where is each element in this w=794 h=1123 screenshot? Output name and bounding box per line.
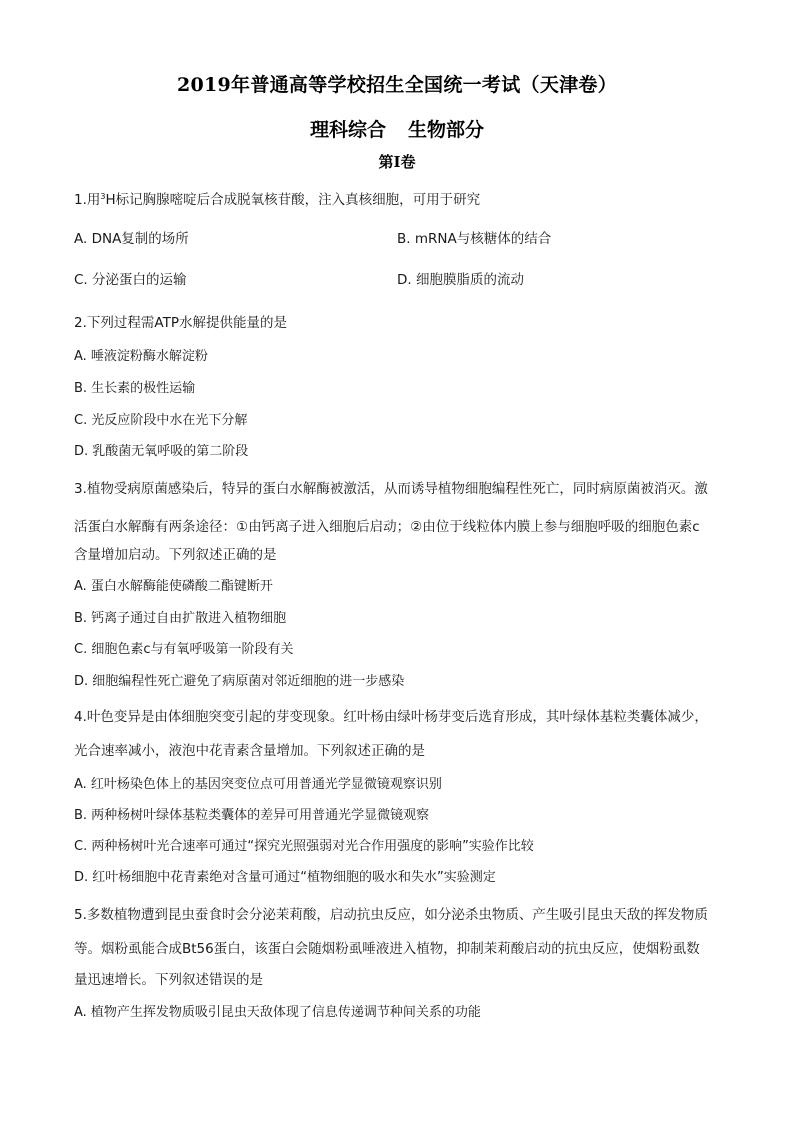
q2-option-b: B. 生长素的极性运输 [74,381,196,396]
q5-stem-line-1: 5.多数植物遭到昆虫蚕食时会分泌茉莉酸，启动抗虫反应，如分泌杀虫物质、产生吸引昆虫天敌的挥发物质 [74,907,708,923]
q2-option-a: A. 唾液淀粉酶水解淀粉 [74,349,208,364]
q3-stem-line-3: 含量增加启动。下列叙述正确的是 [74,547,277,563]
q5-option-a: A. 植物产生挥发物质吸引昆虫天敌体现了信息传递调节种间关系的功能 [74,1005,481,1020]
q1-option-c: C. 分泌蛋白的运输 [74,272,187,288]
question-1-stem [74,188,480,209]
q1-option-b: B. mRNA与核糖体的结合 [397,231,552,247]
q1-option-a: A. DNA复制的场所 [74,231,189,247]
q3-stem-line-2: 活蛋白水解酶有两条途径：①由钙离子进入细胞后启动；②由位于线粒体内膜上参与细胞呼吸的细胞色素c [74,519,700,535]
q4-option-a: A. 红叶杨染色体上的基因突变位点可用普通光学显微镜观察识别 [74,777,442,792]
q1-option-d: D. 细胞膜脂质的流动 [397,272,524,288]
q4-stem-line-2: 光合速率减小，液泡中花青素含量增加。下列叙述正确的是 [74,743,425,759]
q3-stem-line-1: 3.植物受病原菌感染后，特异的蛋白水解酶被激活，从而诱导植物细胞编程性死亡，同时病原菌被消灭。激 [74,481,708,497]
q3-option-c: C. 细胞色素c与有氧呼吸第一阶段有关 [74,642,294,657]
exam-title: 2019年普通高等学校招生全国统一考试（天津卷） [176,74,618,96]
q1-stem-prefix: 1.用 [74,192,101,208]
q5-stem-line-2: 等。烟粉虱能合成Bt56蛋白，该蛋白会随烟粉虱唾液进入植物，抑制茉莉酸启动的抗虫反应，使烟粉虱数 [74,941,700,957]
q1-isotope-superscript: 3 [100,192,106,201]
q2-option-d: D. 乳酸菌无氧呼吸的第二阶段 [74,444,249,459]
q4-option-c: C. 两种杨树叶光合速率可通过“探究光照强弱对光合作用强度的影响”实验作比较 [74,839,534,854]
q4-option-b: B. 两种杨树叶绿体基粒类囊体的差异可用普通光学显微镜观察 [74,808,430,823]
q3-option-a: A. 蛋白水解酶能使磷酸二酯键断开 [74,579,273,594]
question-2-stem: 2.下列过程需ATP水解提供能量的是 [74,315,287,331]
q3-option-d: D. 细胞编程性死亡避免了病原菌对邻近细胞的进一步感染 [74,674,405,689]
q3-option-b: B. 钙离子通过自由扩散进入植物细胞 [74,611,287,626]
subtitle-subject: 理科综合 [309,119,386,141]
q5-stem-line-3: 量迅速增长。下列叙述错误的是 [74,972,263,988]
q1-stem-rest: H标记胸腺嘧啶后合成脱氧核苷酸，注入真核细胞，可用于研究 [105,192,481,208]
q4-stem-line-1: 4.叶色变异是由体细胞突变引起的芽变现象。红叶杨由绿叶杨芽变后选育形成，其叶绿体基粒类囊体减少， [74,709,708,725]
q4-option-d: D. 红叶杨细胞中花青素绝对含量可通过“植物细胞的吸水和失水”实验测定 [74,870,496,885]
exam-subtitle [0,115,794,142]
section-heading: 第Ⅰ卷 [378,153,416,171]
q2-option-c: C. 光反应阶段中水在光下分解 [74,413,248,428]
subtitle-part: 生物部分 [408,119,485,141]
